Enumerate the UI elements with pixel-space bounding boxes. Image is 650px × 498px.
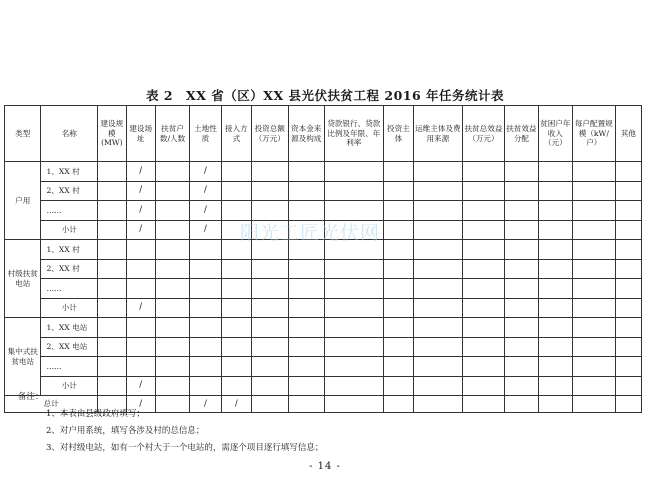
table-row [5,240,642,260]
header-cell: 扶贫总效益（万元） [462,106,505,162]
slash-mark: / [190,181,221,201]
slash-mark: / [126,181,155,201]
header-cell: 贷款银行、贷款比例及年限、年利率 [324,106,383,162]
header-cell: 投资主体 [383,106,413,162]
name-cell: …… [41,357,98,377]
notes-section [18,389,323,457]
page-number: - 14 - [309,461,341,472]
name-cell: 1、XX 电站 [41,318,98,338]
type-cell: 集中式扶贫电站 [5,318,41,396]
table-row [5,201,642,221]
header-cell: 类型 [5,106,41,162]
slash-mark: / [126,201,155,221]
table-row [5,181,642,201]
task-statistics-table [4,105,642,413]
note-item: 1、本表由县级政府填写； [46,409,145,419]
header-cell: 资本金来源及构成 [288,106,324,162]
table-row [5,162,642,182]
header-row [5,106,642,162]
slash-mark: / [126,162,155,182]
header-cell: 扶贫户数/人数 [155,106,189,162]
header-cell: 扶贫效益分配 [505,106,538,162]
name-cell: 2、XX 村 [41,259,98,279]
total-cell: 总计 [5,396,98,413]
slash-mark: / [190,220,221,240]
header-cell: 贫困户年收入（元） [538,106,572,162]
name-cell: 1、XX 村 [41,240,98,260]
table-row [5,337,642,357]
table-row [5,357,642,377]
name-cell: 2、XX 村 [41,181,98,201]
type-cell: 户用 [5,162,41,240]
name-cell: 2、XX 电站 [41,337,98,357]
table-row [5,220,642,240]
header-cell: 接入方式 [221,106,251,162]
slash-mark: / [190,396,221,413]
header-cell: 其他 [615,106,641,162]
slash-mark: / [126,396,155,413]
slash-mark: / [190,162,221,182]
subtotal-cell: 小计 [41,220,98,240]
table-title: 表 2 XX 省（区）XX 县光伏扶贫工程 2016 年任务统计表 [145,88,505,103]
table-row [5,298,642,318]
name-cell: …… [41,201,98,221]
header-cell: 建设场址 [126,106,155,162]
subtotal-cell: 小计 [41,376,98,396]
table-row [5,318,642,338]
notes-label: 备注： [18,392,44,402]
header-cell: 运维主体及费用来源 [414,106,463,162]
name-cell: …… [41,279,98,299]
type-cell: 村级扶贫电站 [5,240,41,318]
watermark: 阳光工匠光伏网 [240,222,381,244]
slash-mark: / [126,298,155,318]
slash-mark: / [126,376,155,396]
header-cell: 投资总额（万元） [252,106,288,162]
header-cell: 每户配置规模（kW/户） [573,106,616,162]
header-cell: 名称 [41,106,98,162]
note-item: 2、对户用系统，填写各涉及村的总信息； [46,426,205,436]
header-cell: 土地性质 [190,106,221,162]
slash-mark: / [126,220,155,240]
header-cell: 建设规模(MW) [98,106,126,162]
slash-mark: / [190,201,221,221]
note-item: 3、对村级电站，如有一个村大于一个电站的，需逐个项目逐行填写信息； [46,443,324,453]
subtotal-cell: 小计 [41,298,98,318]
table-row [5,279,642,299]
table-row [5,259,642,279]
name-cell: 1、XX 村 [41,162,98,182]
slash-mark: / [221,396,251,413]
